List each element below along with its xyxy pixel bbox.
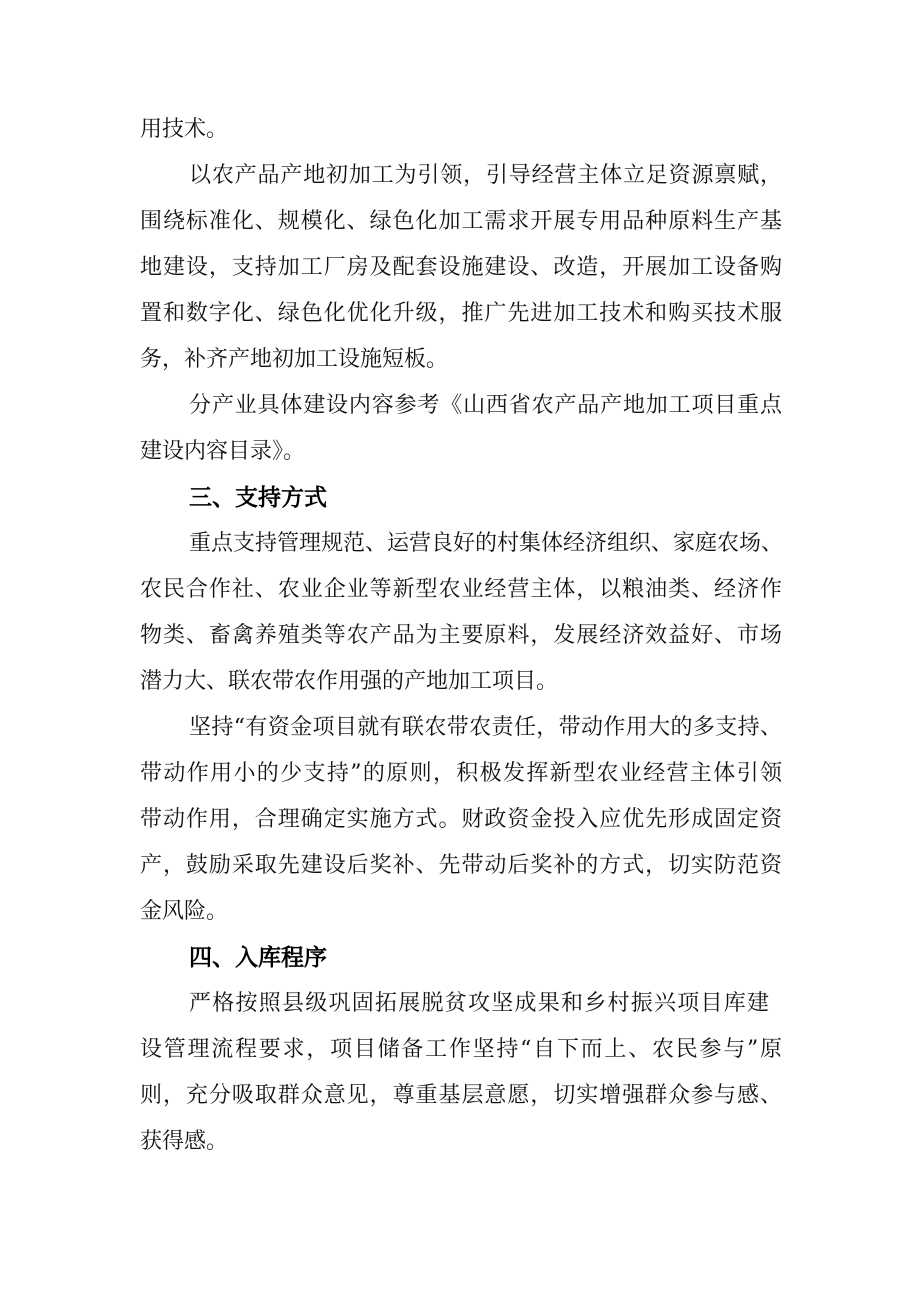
paragraph-line: 金风险。 (140, 899, 229, 924)
paragraph-line: 置和数字化、绿色化优化升级，推广先进加工技术和购买技术服 (140, 301, 782, 326)
paragraph-line: 务，补齐产地初加工设施短板。 (140, 347, 449, 372)
paragraph-line: 用技术。 (140, 117, 229, 142)
section-heading: 四、入库程序 (189, 945, 327, 971)
paragraph-line: 物类、畜禽养殖类等农产品为主要原料，发展经济效益好、市场 (140, 623, 782, 648)
paragraph-line: 农民合作社、农业企业等新型农业经营主体，以粮油类、经济作 (140, 577, 782, 602)
paragraph-line: 围绕标准化、规模化、绿色化加工需求开展专用品种原料生产基 (140, 209, 782, 234)
paragraph-line: 带动作用，合理确定实施方式。财政资金投入应优先形成固定资 (140, 807, 782, 832)
paragraph-line: 分产业具体建设内容参考《山西省农产品产地加工项目重点 (189, 393, 782, 418)
paragraph-line: 建设内容目录》。 (140, 439, 306, 464)
paragraph-line: 潜力大、联农带农作用强的产地加工项目。 (140, 669, 559, 694)
section-heading: 三、支持方式 (189, 485, 327, 511)
paragraph-line: 坚持“有资金项目就有联农带农责任，带动作用大的多支持、 (189, 715, 782, 740)
paragraph-line: 以农产品产地初加工为引领，引导经营主体立足资源禀赋， (189, 163, 782, 188)
paragraph-line: 重点支持管理规范、运营良好的村集体经济组织、家庭农场、 (189, 531, 784, 556)
paragraph-line: 获得感。 (140, 1129, 229, 1154)
paragraph-line: 产，鼓励采取先建设后奖补、先带动后奖补的方式，切实防范资 (140, 853, 782, 878)
paragraph-line: 设管理流程要求，项目储备工作坚持“自下而上、农民参与”原 (140, 1037, 782, 1062)
paragraph-line: 严格按照县级巩固拓展脱贫攻坚成果和乡村振兴项目库建 (189, 991, 769, 1016)
paragraph-line: 地建设，支持加工厂房及配套设施建设、改造，开展加工设备购 (140, 255, 782, 280)
paragraph-line: 则，充分吸取群众意见，尊重基层意愿，切实增强群众参与感、 (140, 1083, 782, 1108)
paragraph-line: 带动作用小的少支持”的原则，积极发挥新型农业经营主体引领 (140, 761, 782, 786)
